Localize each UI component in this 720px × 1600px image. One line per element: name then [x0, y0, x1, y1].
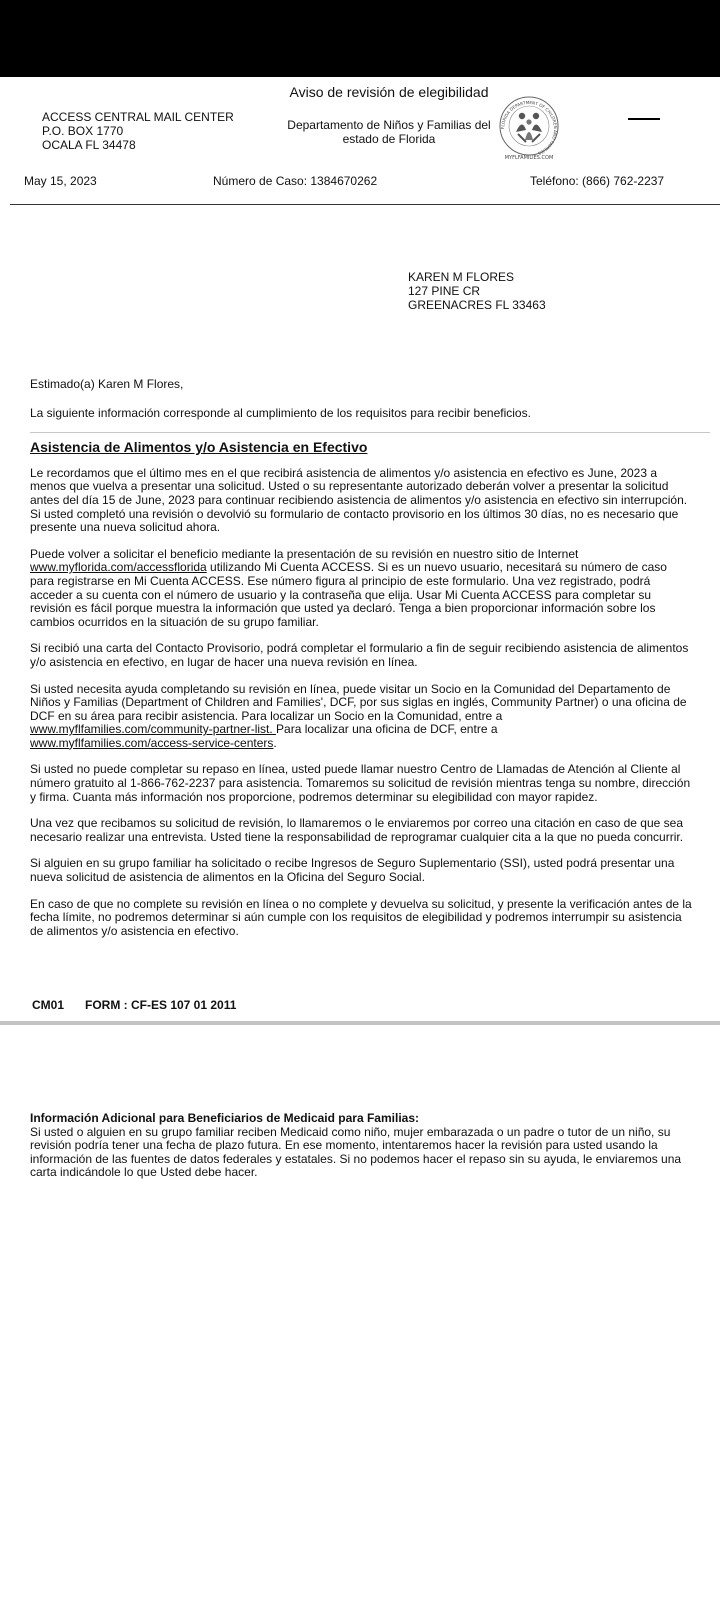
header-divider: [10, 204, 720, 205]
sender-line: OCALA FL 34478: [42, 138, 136, 152]
paragraph-ssi: Si alguien en su grupo familiar ha solicitado o recibe Ingresos de Seguro Suplementario (SSI), usted podrá presentar una nueva solicitud de asistencia de alimentos en la Oficina del Seguro Social.: [30, 856, 675, 885]
service-centers-link[interactable]: www.myflfamilies.com/access-service-centers: [30, 735, 274, 750]
medicaid-body: Si usted o alguien en su grupo familiar reciben Medicaid como niño, mujer embarazada o un padre o tutor de un niño, su revisión podría tener una fecha de plazo futura. En ese momento, intentaremos hacer la revisión para usted usando la información de las fuentes de datos federales y estatales. Si no podemos hacer el repaso sin su ayuda, le enviaremos una carta indicándole lo que Usted debe hacer.: [30, 1124, 682, 1180]
greeting: Estimado(a) Karen M Flores,: [30, 377, 184, 391]
notice-department: Departamento de Niños y Familias del estado de Florida: [287, 118, 491, 146]
sender-line: ACCESS CENTRAL MAIL CENTER: [42, 110, 234, 124]
phone-number: Teléfono: (866) 762-2237: [530, 174, 665, 188]
paragraph-interim-contact: Si recibió una carta del Contacto Provisorio, podrá completar el formulario a fin de seguir recibiendo asistencia de alimentos y/o asistencia en efectivo, en lugar de hacer una nueva revisión en línea.: [30, 641, 689, 669]
letter-body: [30, 378, 694, 951]
accessflorida-link[interactable]: www.myflorida.com/accessflorida: [30, 560, 207, 575]
footer-form: FORM : CF-ES 107 01 2011: [85, 998, 237, 1012]
intro-text: La siguiente información corresponde al cumplimiento de los requisitos para recibir beneficios.: [30, 405, 531, 420]
letter-date: May 15, 2023: [24, 174, 97, 188]
paragraph-text: Si usted necesita ayuda completando su revisión en línea, puede visitar un Socio en la Comunidad del Departamento de Niños y Familias (Department of Children and Families', DCF, por sus siglas en inglés, Community Partner) o una oficina de DCF en su área para recibir asistencia. Para localizar un Socio en la Comunidad, entre a: [30, 681, 687, 723]
case-number: Número de Caso: 1384670262: [213, 174, 378, 188]
paragraph-call-center: Si usted no puede completar su repaso en línea, usted puede llamar nuestro Centro de Llamadas de Atención al Cliente al número gratuito al 1-866-762-2237 para asistencia. Tomaremos su solicitud de revisión mientras tenga su nombre, dirección y firma. Cuanta más información nos proporcione, podremos determinar su elegibilidad con mayor rapidez.: [30, 762, 691, 804]
paragraph-text: Para localizar una oficina de DCF, entre a: [276, 722, 498, 737]
paragraph-text: Puede volver a solicitar el beneficio mediante la presentación de su revisión en nuestro sitio de Internet: [30, 546, 579, 561]
recipient-address: [408, 270, 546, 312]
paragraph-online-review: [30, 548, 694, 630]
recipient-line: KAREN M FLORES: [408, 270, 515, 284]
paragraph-interview: Una vez que recibamos su solicitud de revisión, lo llamaremos o le enviaremos por correo una citación en caso de que sea necesario realizar una entrevista. Usted tiene la responsabilidad de reprogramar cualquier cita a la que no pueda concurrir.: [30, 816, 684, 844]
section-title: Asistencia de Alimentos y/o Asistencia en Efectivo: [30, 439, 368, 456]
notice-title: Aviso de revisión de elegibilidad: [289, 84, 489, 100]
header-dash: [628, 118, 660, 120]
paragraph-text: utilizando Mi Cuenta ACCESS. Si es un nuevo usuario, necesitará su número de caso para registrarse en Mi Cuenta ACCESS. Ese número figura al principio de este formulario. Una vez registrado, podrá acceder a su cuenta con el número de usuario y la contraseña que elija. Usar Mi Cuenta ACCESS para completar su revisión es fácil porque muestra la información que usted ya declaró. Tenga a bien proporcionar información sobre los cambios ocurridos en la situación de su grupo familiar.: [30, 560, 667, 629]
medicaid-heading: Información Adicional para Beneficiarios de Medicaid para Familias:: [30, 1111, 419, 1125]
paragraph-deadline: En caso de que no complete su revisión en línea o no complete y devuelva su solicitud, y presente la verificación antes de la fecha límite, no podremos determinar si aún cumple con los requisitos de elegibilidad y podremos interrumpir su asistencia de alimentos y/o asistencia en efectivo.: [30, 896, 692, 938]
page-divider: [0, 1021, 720, 1025]
paragraph-community-partner: [30, 683, 694, 751]
seal-caption: MYFLFAMILIES.COM: [504, 155, 554, 161]
community-partner-link[interactable]: www.myflfamilies.com/community-partner-list.: [30, 722, 277, 737]
paragraph-reminder: Le recordamos que el último mes en el que recibirá asistencia de alimentos y/o asistencia en efectivo es June, 2023 a menos que vuelva a presentar una solicitud. Usted o su representante autorizado deberán volver a presentar la solicitud antes del día 15 de June, 2023 para continuar recibiendo asistencia de alimentos y/o asistencia en efectivo sin interrupción. Si usted completó una revisión o devolvió su formulario de contacto provisorio en los últimos 30 días, no es necesario que presente una nueva solicitud ahora.: [30, 465, 688, 535]
paragraph-text: .: [273, 735, 277, 750]
section-divider: [30, 432, 710, 433]
seal-ring-text: FLORIDA DEPARTMENT OF CHILDREN AND FAMILIES: [499, 99, 559, 157]
sender-line: P.O. BOX 1770: [42, 124, 124, 138]
medicaid-section: [30, 1112, 694, 1180]
dcf-seal-logo: [496, 96, 562, 162]
recipient-line: 127 PINE CR: [408, 284, 481, 298]
sender-address: [42, 110, 234, 152]
recipient-line: GREENACRES FL 33463: [408, 298, 546, 312]
top-black-bar: [0, 0, 720, 77]
footer-code: CM01: [32, 998, 65, 1012]
